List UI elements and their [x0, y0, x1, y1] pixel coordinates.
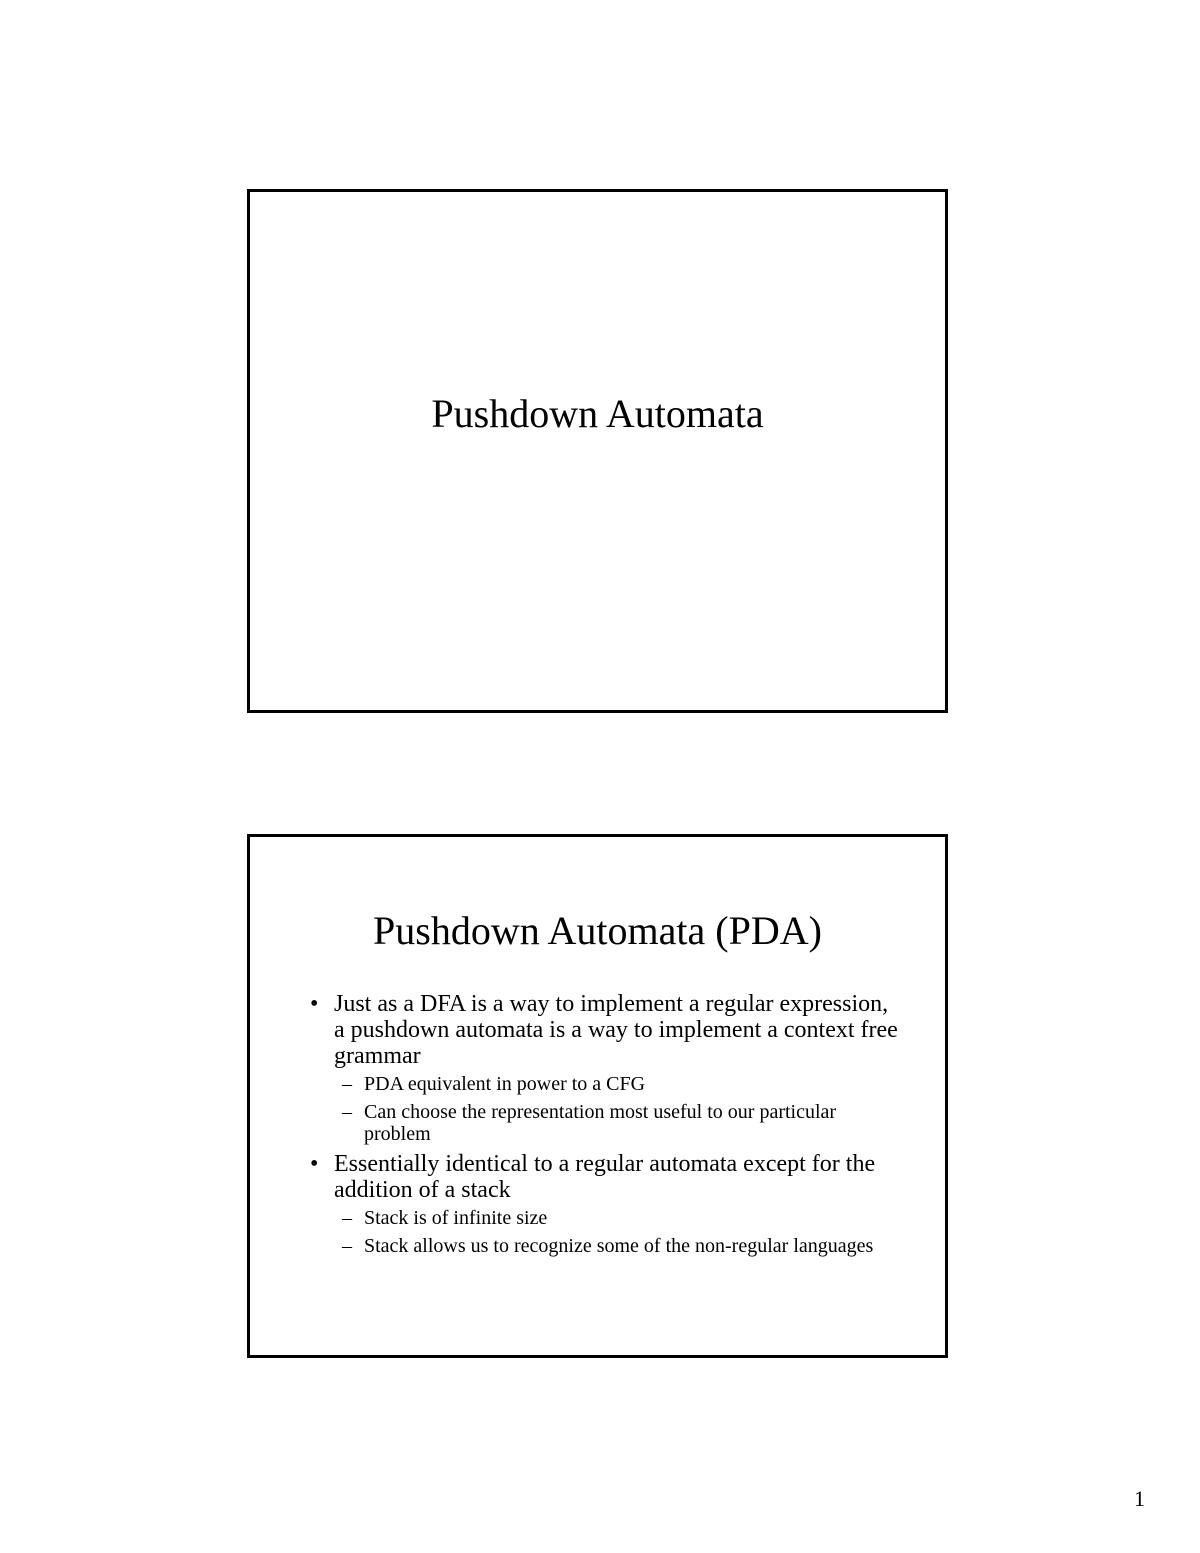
bullet-item — [308, 991, 898, 1145]
slide-2 — [247, 834, 948, 1358]
bullet-marker: • — [310, 1151, 319, 1177]
dash-marker: – — [342, 1207, 352, 1229]
sub-bullet-text: Stack is of infinite size — [364, 1207, 548, 1229]
slide-1-title: Pushdown Automata — [431, 391, 764, 436]
dash-marker: – — [342, 1235, 352, 1257]
bullet-marker: • — [310, 991, 319, 1017]
sub-bullet-text: PDA equivalent in power to a CFG — [364, 1073, 646, 1095]
bullet-item — [308, 1151, 898, 1257]
dash-marker: – — [342, 1101, 352, 1123]
slide-2-title: Pushdown Automata (PDA) — [373, 908, 822, 953]
sub-bullet-item — [334, 1073, 898, 1095]
sub-bullet-item — [334, 1101, 898, 1145]
bullet-text: Just as a DFA is a way to implement a regular expression, a pushdown automata is a way to implement a context free grammar — [334, 991, 898, 1069]
sub-bullet-item — [334, 1207, 898, 1229]
sub-bullet-list — [334, 1073, 898, 1145]
slide-1 — [247, 189, 948, 713]
bullet-list — [308, 991, 898, 1263]
page-number: 1 — [1134, 1486, 1145, 1511]
dash-marker: – — [342, 1073, 352, 1095]
sub-bullet-text: Stack allows us to recognize some of the non-regular languages — [364, 1235, 874, 1257]
sub-bullet-list — [334, 1207, 898, 1257]
bullet-text: Essentially identical to a regular automata except for the addition of a stack — [334, 1151, 876, 1203]
sub-bullet-text: Can choose the representation most useful to our particular problem — [364, 1101, 837, 1145]
sub-bullet-item — [334, 1235, 898, 1257]
